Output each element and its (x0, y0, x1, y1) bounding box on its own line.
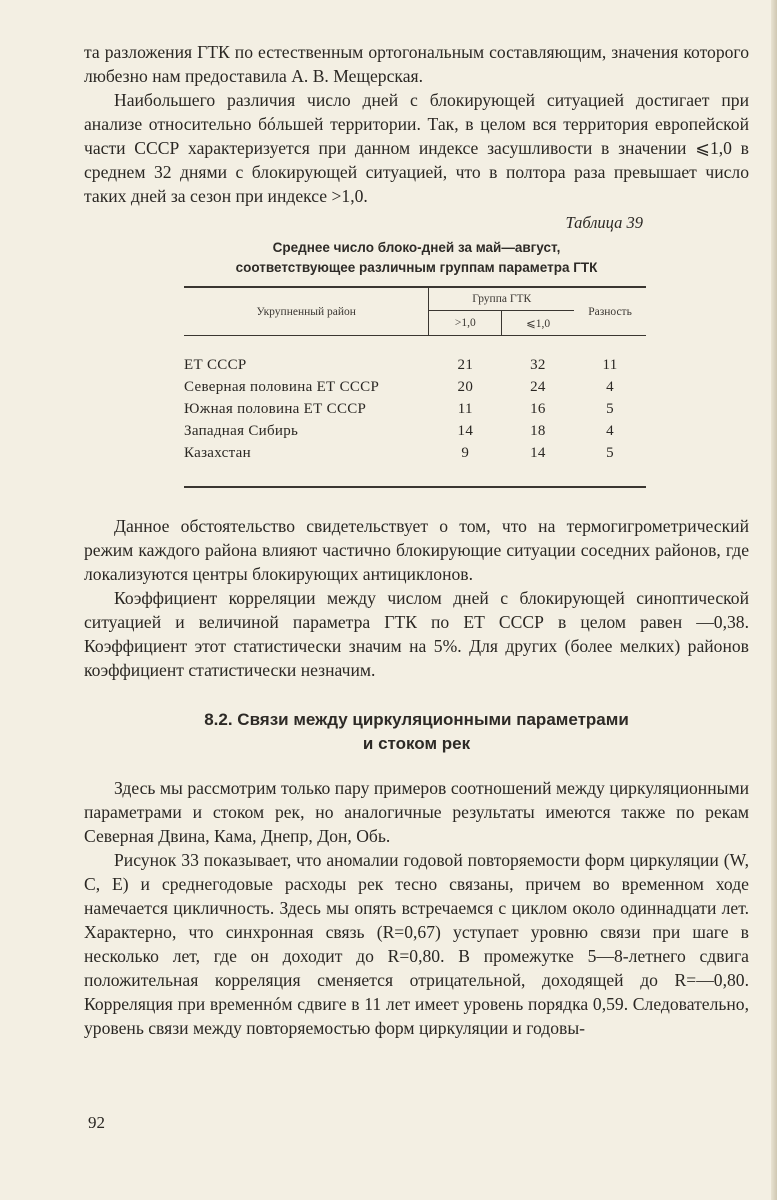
section-heading (84, 708, 749, 756)
header-le: ⩽1,0 (526, 318, 551, 330)
data-table (184, 286, 646, 488)
paragraph-5: Здесь мы рассмотрим только пару примеров соотношений между циркуляционными параметрами и стоком рек, но аналогичные результаты имеются также по рекам Северная Двина, Кама, Днепр, Дон, Обь. (84, 778, 749, 846)
header-gt: >1,0 (429, 311, 502, 336)
paragraph-1: та разложения ГТК по естественным ортогональным составляющим, значения которого любезно нам предоставила А. В. Мещерская. (84, 42, 749, 86)
paragraph-2: Наибольшего различия число дней с блокирующей ситуацией достигает при анализе относительно бóльшей территории. Так, в целом вся территория европейской части СССР характеризуется при данном индексе засушливости в значении ⩽1,0 в среднем 32 днями с блокирующей ситуацией, что в полтора раза превышает число таких дней за сезон при индексе >1,0. (84, 90, 749, 206)
cell-gt: 11 (457, 400, 473, 417)
table-row (184, 376, 646, 398)
paragraph-4: Коэффициент корреляции между числом дней с блокирующей синоптической ситуацией и величиной параметра ГТК по ЕТ СССР в целом равен —0,38. Коэффициент этот статистически значим на 5%. Для других (более мелких) районов коэффициент статистически незначим. (84, 588, 749, 680)
table-label: Таблица 39 (565, 213, 643, 232)
cell-diff: 4 (606, 422, 614, 439)
cell-diff: 11 (602, 356, 618, 373)
cell-le: 14 (530, 444, 546, 461)
section-heading-line-1: 8.2. Связи между циркуляционными параметрами (204, 710, 629, 729)
table-caption-line-2: соответствующее различным группам параметра ГТК (235, 260, 598, 275)
cell-region: Западная Сибирь (184, 422, 299, 439)
table-caption (84, 238, 749, 278)
header-group: Группа ГТК (429, 288, 574, 311)
page-edge-shadow (771, 0, 777, 1200)
table-row (184, 398, 646, 420)
cell-le: 32 (530, 356, 546, 373)
page-number: 92 (88, 1113, 105, 1132)
cell-region: ЕТ СССР (184, 356, 247, 373)
cell-region: Казахстан (184, 444, 251, 461)
cell-diff: 5 (606, 444, 614, 461)
cell-gt: 14 (457, 422, 474, 439)
table-row (184, 442, 646, 464)
cell-region: Северная половина ЕТ СССР (184, 378, 380, 395)
table-row (184, 354, 646, 376)
cell-gt: 21 (457, 356, 474, 373)
paragraph-6: Рисунок 33 показывает, что аномалии годовой повторяемости форм циркуляции (W, C, E) и среднегодовые расходы рек тесно связаны, причем во временном ходе намечается цикличность. Здесь мы опять встречаемся с циклом около одиннадцати лет. Характерно, что синхронная связь (R=0,67) уступает уровню связи при шаге в несколько лет, где он доходит до R=0,80. В промежутке 5—8-летнего сдвига положительная корреляция сменяется отрицательной, доходящей до R=—0,80. Корреляция при временнóм сдвиге в 11 лет имеет уровень порядка 0,59. Следовательно, уровень связи между повторяемостью форм циркуляции и годовы- (84, 850, 749, 1038)
cell-le: 16 (530, 400, 546, 417)
cell-le: 18 (530, 422, 546, 439)
cell-gt: 20 (457, 378, 474, 395)
cell-diff: 5 (606, 400, 614, 417)
header-difference: Разность (588, 305, 632, 318)
header-region: Укрупненный район (184, 288, 429, 336)
page-body (84, 40, 749, 1040)
cell-region: Южная половина ЕТ СССР (184, 400, 367, 417)
cell-le: 24 (530, 378, 546, 395)
table-caption-line-1: Среднее число блоко-дней за май—август, (272, 240, 561, 255)
table-row (184, 420, 646, 442)
cell-diff: 4 (606, 378, 614, 395)
section-heading-line-2: и стоком рек (362, 734, 471, 753)
cell-gt: 9 (461, 444, 470, 461)
paragraph-3: Данное обстоятельство свидетельствует о том, что на термогигрометрический режим каждого района влияют частично блокирующие ситуации соседних районов, где локализуются центры блокирующих антициклонов. (84, 516, 749, 584)
